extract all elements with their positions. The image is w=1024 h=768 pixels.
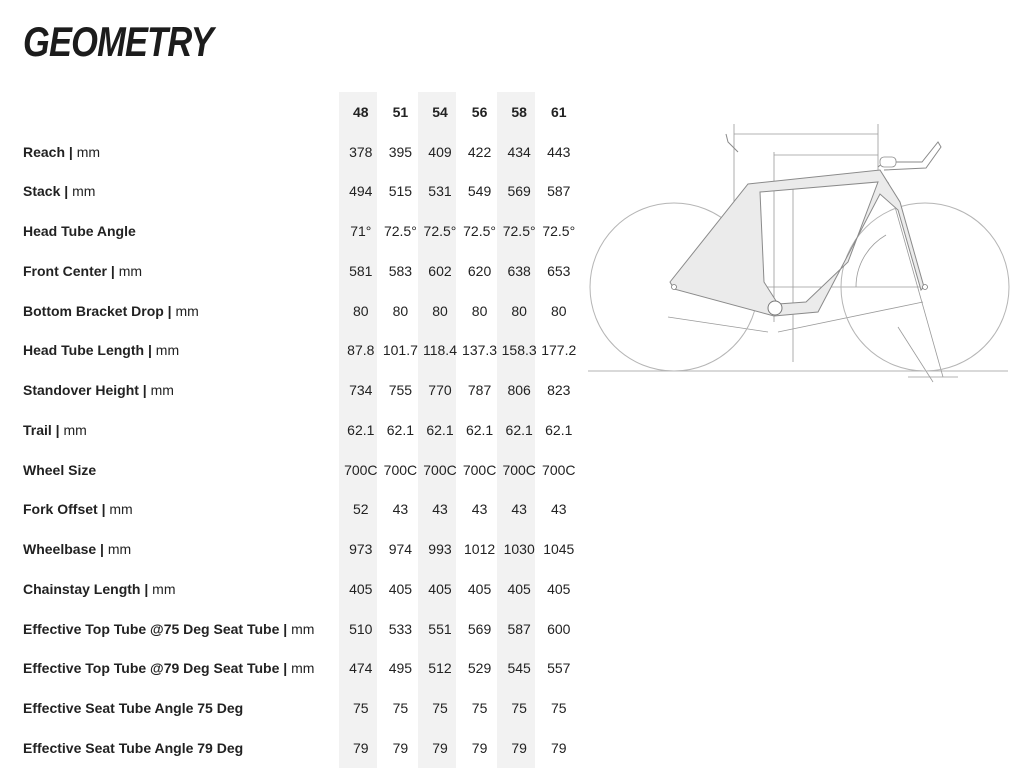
row-separator: | — [144, 342, 156, 359]
table-cell: 405 — [428, 580, 452, 597]
page-title: GEOMETRY — [23, 18, 213, 65]
table-cell: 653 — [547, 262, 571, 279]
table-row — [23, 132, 579, 172]
table-cell: 602 — [428, 262, 452, 279]
table-cell: 1045 — [543, 541, 575, 558]
table-body — [23, 132, 579, 768]
table-cell: 62.1 — [545, 421, 573, 438]
table-cell: 395 — [388, 143, 413, 160]
table-cell: 1012 — [464, 541, 496, 558]
row-unit: mm — [72, 183, 96, 200]
table-row — [23, 450, 579, 490]
table-cell: 72.5° — [383, 223, 417, 240]
table-cell: 515 — [388, 183, 413, 200]
table-cell: 378 — [349, 143, 373, 160]
table-cell: 79 — [432, 739, 448, 756]
table-cell: 75 — [392, 700, 409, 717]
row-separator: | — [96, 541, 108, 558]
table-cell: 569 — [467, 620, 492, 637]
table-cell: 581 — [349, 262, 373, 279]
table-cell: 700C — [423, 461, 457, 478]
row-label — [23, 410, 341, 450]
table-cell: 1030 — [503, 541, 535, 558]
table-cell: 993 — [428, 541, 452, 558]
table-cell: 43 — [471, 501, 488, 518]
row-label — [23, 609, 341, 649]
row-name: Head Tube Length — [23, 342, 145, 359]
table-cell: 974 — [388, 541, 413, 558]
row-label — [23, 172, 341, 212]
table-cell: 494 — [349, 183, 373, 200]
row-name: Trail — [23, 421, 52, 438]
table-cell: 72.5° — [542, 223, 576, 240]
table-row — [23, 172, 579, 212]
row-name: Bottom Bracket Drop — [23, 302, 164, 319]
table-cell: 80 — [471, 302, 488, 319]
row-name: Standover Height — [23, 382, 139, 399]
table-row — [23, 609, 579, 649]
table-cell: 583 — [388, 262, 413, 279]
table-cell: 545 — [507, 660, 531, 677]
row-label — [23, 132, 341, 172]
table-row — [23, 211, 579, 251]
table-cell: 405 — [467, 580, 492, 597]
size-header: 61 — [550, 103, 567, 120]
table-cell: 529 — [467, 660, 492, 677]
row-name: Wheelbase — [23, 541, 97, 558]
table-cell: 806 — [507, 382, 531, 399]
table-cell: 510 — [349, 620, 373, 637]
row-separator: | — [140, 580, 153, 597]
table-row — [23, 370, 579, 410]
size-header: 48 — [353, 103, 369, 120]
table-cell: 43 — [550, 501, 567, 518]
table-row — [23, 728, 579, 768]
table-cell: 734 — [349, 382, 373, 399]
row-label — [23, 331, 341, 371]
table-cell: 87.8 — [347, 342, 375, 359]
row-label — [23, 649, 341, 689]
table-cell: 177.2 — [541, 342, 577, 359]
row-name: Fork Offset — [23, 501, 98, 518]
row-unit: mm — [291, 660, 315, 677]
table-cell: 79 — [550, 739, 567, 756]
row-label — [23, 490, 341, 530]
bottom-bracket — [768, 301, 782, 315]
table-cell: 531 — [428, 183, 452, 200]
row-label — [23, 450, 341, 490]
row-separator: | — [107, 262, 119, 279]
row-unit: mm — [152, 580, 176, 597]
row-separator: | — [65, 143, 77, 160]
table-cell: 79 — [511, 739, 527, 756]
row-label — [23, 370, 341, 410]
row-separator: | — [138, 382, 151, 399]
table-row — [23, 410, 579, 450]
row-label — [23, 291, 341, 331]
size-header: 54 — [432, 103, 448, 120]
table-cell: 79 — [392, 739, 409, 756]
row-unit: mm — [76, 143, 101, 160]
table-cell: 700C — [462, 461, 497, 478]
table-cell: 434 — [507, 143, 531, 160]
table-cell: 770 — [428, 382, 452, 399]
stem — [880, 157, 896, 167]
row-name: Stack — [23, 183, 61, 200]
row-name: Wheel Size — [23, 461, 97, 478]
row-unit: mm — [155, 342, 180, 359]
row-label — [23, 728, 341, 768]
table-cell: 75 — [432, 700, 448, 717]
row-separator: | — [279, 620, 292, 637]
table-cell: 587 — [547, 183, 571, 200]
row-unit: mm — [150, 382, 174, 399]
size-header: 51 — [392, 103, 409, 120]
row-separator: | — [97, 501, 110, 518]
table-cell: 700C — [383, 461, 418, 478]
table-cell: 587 — [507, 620, 531, 637]
table-cell: 80 — [432, 302, 448, 319]
row-unit: mm — [175, 302, 199, 319]
table-cell: 700C — [344, 461, 378, 478]
row-name: Chainstay Length — [23, 580, 141, 597]
table-cell: 75 — [550, 700, 567, 717]
table-cell: 79 — [353, 739, 369, 756]
table-cell: 638 — [507, 262, 531, 279]
table-cell: 973 — [349, 541, 373, 558]
row-unit: mm — [109, 501, 133, 518]
table-cell: 600 — [547, 620, 571, 637]
table-cell: 422 — [467, 143, 492, 160]
table-cell: 512 — [428, 660, 452, 677]
table-cell: 551 — [428, 620, 452, 637]
row-unit: mm — [118, 262, 143, 279]
table-row — [23, 291, 579, 331]
table-cell: 557 — [547, 660, 571, 677]
table-cell: 62.1 — [347, 421, 375, 438]
table-cell: 79 — [471, 739, 488, 756]
table-cell: 443 — [547, 143, 571, 160]
size-header-row — [23, 92, 579, 132]
table-cell: 787 — [467, 382, 492, 399]
row-separator: | — [60, 183, 73, 200]
size-header: 58 — [511, 103, 527, 120]
table-cell: 62.1 — [505, 421, 533, 438]
table-row — [23, 251, 579, 291]
row-unit: mm — [291, 620, 315, 637]
row-name: Effective Seat Tube Angle 79 Deg — [23, 739, 244, 756]
table-cell: 700C — [502, 461, 536, 478]
table-cell: 549 — [467, 183, 492, 200]
row-name: Reach — [23, 143, 66, 160]
header-blank — [23, 92, 341, 132]
geometry-table — [23, 92, 579, 768]
row-unit: mm — [107, 541, 132, 558]
row-name: Effective Top Tube @75 Deg Seat Tube — [23, 620, 280, 637]
bike-geometry-diagram — [588, 122, 1012, 384]
table-row — [23, 490, 579, 530]
table-cell: 43 — [432, 501, 448, 518]
table-row — [23, 331, 579, 371]
table-cell: 409 — [428, 143, 452, 160]
size-header: 56 — [471, 103, 488, 120]
table-row — [23, 529, 579, 569]
table-cell: 405 — [388, 580, 413, 597]
table-cell: 72.5° — [423, 223, 457, 240]
table-row — [23, 649, 579, 689]
table-cell: 101.7 — [382, 342, 418, 359]
table-cell: 118.4 — [422, 342, 457, 359]
table-cell: 75 — [353, 700, 369, 717]
table-cell: 533 — [388, 620, 413, 637]
row-separator: | — [163, 302, 176, 319]
table-cell: 80 — [392, 302, 409, 319]
table-cell: 62.1 — [386, 421, 415, 438]
table-row — [23, 688, 579, 728]
table-cell: 75 — [471, 700, 488, 717]
row-unit: mm — [63, 421, 87, 438]
table-cell: 62.1 — [426, 421, 454, 438]
table-cell: 80 — [511, 302, 527, 319]
table-cell: 52 — [353, 501, 369, 518]
table-cell: 405 — [349, 580, 373, 597]
table-cell: 405 — [507, 580, 531, 597]
table-cell: 80 — [353, 302, 369, 319]
table-cell: 72.5° — [463, 223, 496, 240]
table-cell: 405 — [547, 580, 571, 597]
row-label — [23, 529, 341, 569]
table-cell: 137.3 — [462, 342, 498, 359]
table-cell: 43 — [511, 501, 527, 518]
dimension-lines — [588, 124, 1008, 382]
row-name: Effective Top Tube @79 Deg Seat Tube — [23, 660, 280, 677]
table-cell: 823 — [547, 382, 571, 399]
row-label — [23, 211, 341, 251]
aero-bars — [726, 134, 941, 170]
table-cell: 569 — [507, 183, 531, 200]
table-cell: 43 — [392, 501, 409, 518]
table-cell: 71° — [350, 223, 372, 240]
table-cell: 72.5° — [502, 223, 536, 240]
table-cell: 474 — [349, 660, 373, 677]
bike-frame — [670, 170, 924, 316]
row-separator: | — [279, 660, 292, 677]
table-cell: 495 — [388, 660, 413, 677]
table-cell: 700C — [542, 461, 576, 478]
row-label — [23, 688, 341, 728]
row-name: Head Tube Angle — [23, 223, 136, 240]
row-name: Front Center — [23, 262, 107, 279]
table-cell: 75 — [511, 700, 527, 717]
row-label — [23, 251, 341, 291]
table-cell: 158.3 — [501, 342, 537, 359]
table-cell: 80 — [550, 302, 567, 319]
row-label — [23, 569, 341, 609]
table-cell: 755 — [388, 382, 413, 399]
table-row — [23, 569, 579, 609]
row-separator: | — [51, 421, 64, 438]
table-cell: 62.1 — [465, 421, 494, 438]
row-name: Effective Seat Tube Angle 75 Deg — [23, 700, 244, 717]
table-cell: 620 — [467, 262, 492, 279]
